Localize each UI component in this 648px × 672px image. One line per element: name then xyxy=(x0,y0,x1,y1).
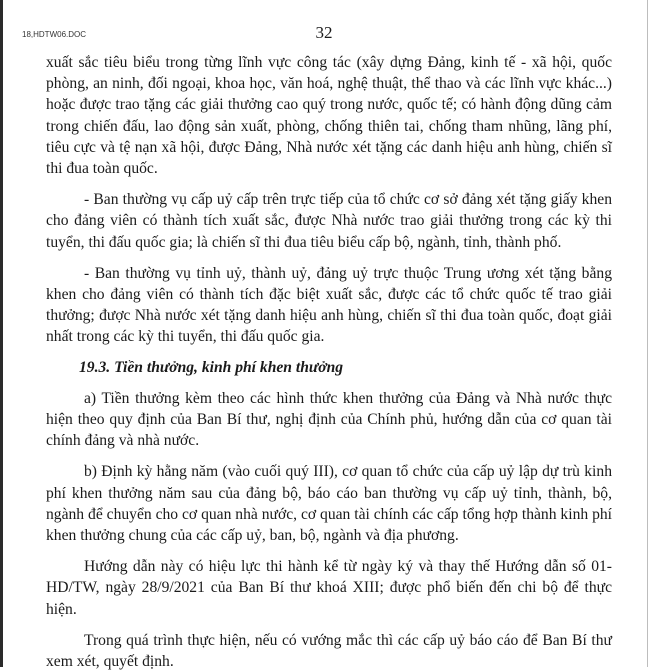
document-reference: 18,HDTW06.DOC xyxy=(22,30,87,39)
paragraph-effective-date: Hướng dẫn này có hiệu lực thi hành kể từ ngày ký và thay thế Hướng dẫn số 01-HD/TW, ngày 28/9/2021 của Ban Bí thư khoá XIII; được phổ biến đến chi bộ để thực hiện. xyxy=(46,558,612,618)
paragraph-annual-budget: b) Định kỳ hằng năm (vào cuối quý III), cơ quan tổ chức của cấp uỷ lập dự trù kinh phí khen thưởng năm sau của đảng bộ, báo cáo ban thường vụ cấp uỷ tỉnh, thành, bộ, ngành để chuyển cho cơ quan nhà nước, cơ quan tài chính các cấp tổng hợp thành kinh phí khen thưởng chung của các cấp uỷ, ban, bộ, ngành và địa phương. xyxy=(46,463,612,545)
page-number: 32 xyxy=(315,23,333,42)
paragraph-reward-money: a) Tiền thưởng kèm theo các hình thức khen thưởng của Đảng và Nhà nước thực hiện theo quy định của Ban Bí thư, nghị định của Chính phủ, hướng dẫn của cơ quan tài chính đảng và nhà nước. xyxy=(46,389,612,450)
paragraph-continued-text: xuất sắc tiêu biểu trong từng lĩnh vực công tác (xây dựng Đảng, kinh tế - xã hội, quốc phòng, an ninh, đối ngoại, khoa học, văn hoá, nghệ thuật, thể thao và các lĩnh vực khác...) hoặc được trao tặng các giải thưởng cao quý trong nước, quốc tế; có hành động dũng cảm trong chiến đấu, lao động sản xuất, phòng, chống thiên tai, chống tham nhũng, lãng phí, tiêu cực và tệ nạn xã hội, được Đảng, Nhà nước xét tặng các danh hiệu anh hùng, chiến sĩ thi đua toàn quốc. xyxy=(46,54,612,178)
paragraph-implementation-issues: Trong quá trình thực hiện, nếu có vướng mắc thì các cấp uỷ báo cáo để Ban Bí thư xem xét, quyết định. xyxy=(46,631,612,671)
document-body xyxy=(46,52,612,672)
paragraph-district-commendation: - Ban thường vụ cấp uỷ cấp trên trực tiếp của tổ chức cơ sở đảng xét tặng giấy khen cho đảng viên có thành tích xuất sắc, được Nhà nước trao giải thưởng trong các kỳ thi tuyển, thi đấu quốc gia; là chiến sĩ thi đua tiêu biểu cấp bộ, ngành, tỉnh, thành phố. xyxy=(46,191,612,251)
section-heading-19-3: 19.3. Tiền thưởng, kinh phí khen thưởng xyxy=(79,358,344,376)
paragraph-provincial-commendation: - Ban thường vụ tỉnh uỷ, thành uỷ, đảng uỷ trực thuộc Trung ương xét tặng bằng khen cho đảng viên có thành tích đặc biệt xuất sắc, được các tổ chức quốc tế trao giải thưởng; được Nhà nước xét tặng danh hiệu anh hùng, chiến sĩ thi đua toàn quốc, đoạt giải nhất trong các kỳ thi tuyển, thi đấu quốc gia. xyxy=(46,264,612,346)
scan-left-edge xyxy=(0,0,3,667)
